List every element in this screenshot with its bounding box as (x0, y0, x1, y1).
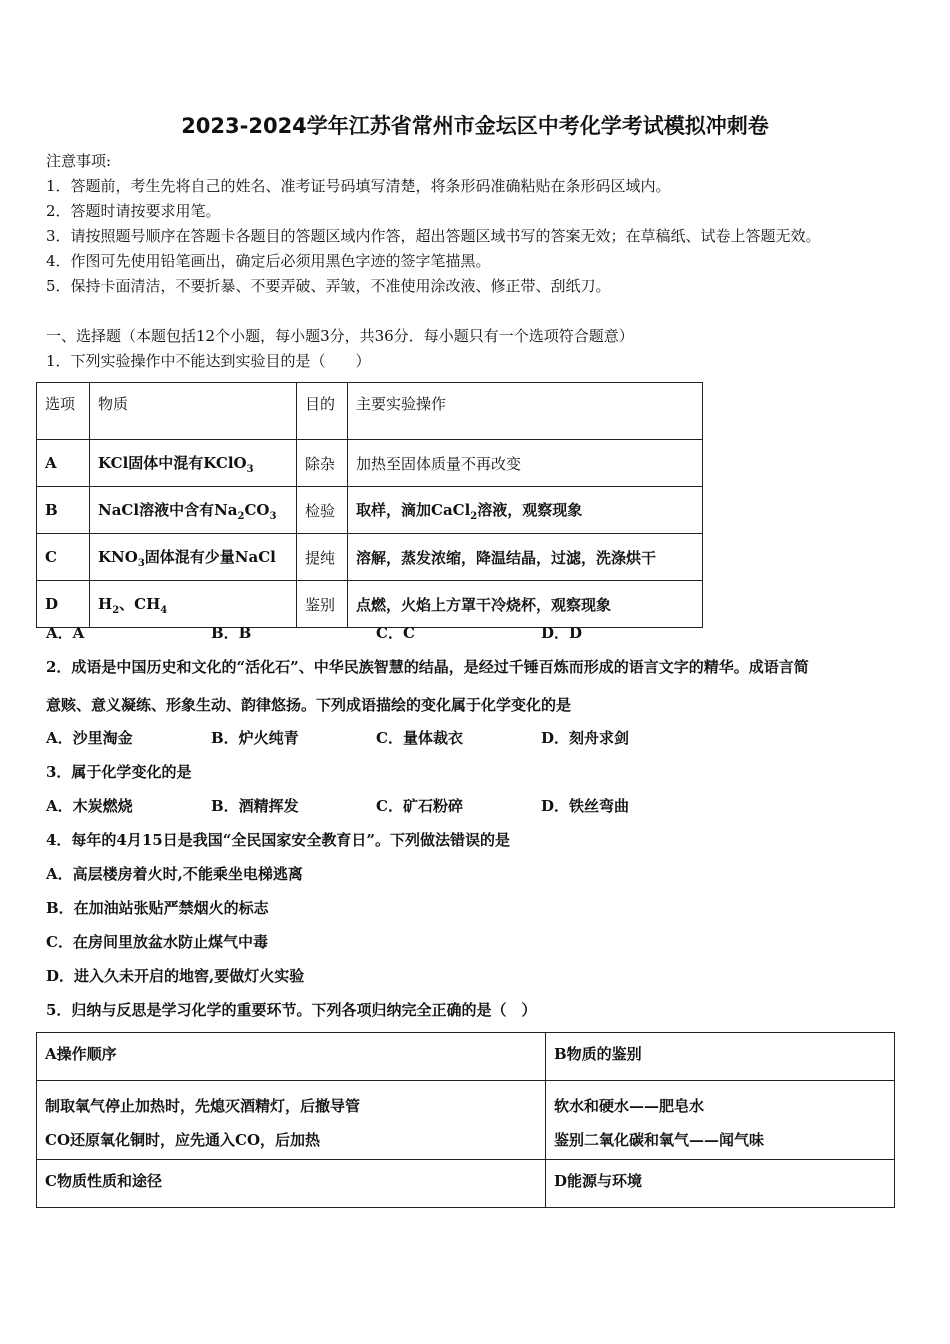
q3-options (46, 796, 706, 816)
answer-option[interactable]: B．炉火纯青 (211, 729, 299, 747)
answer-option[interactable]: D．铁丝弯曲 (541, 797, 630, 815)
operation-cell: 溶解，蒸发浓缩，降温结晶，过滤，洗涤烘干 (348, 534, 703, 581)
option-cell: D (37, 581, 90, 628)
option-cell: C (37, 534, 90, 581)
answer-option[interactable]: D．进入久未开启的地窖,要做灯火实验 (46, 967, 305, 985)
cell-b-body (546, 1081, 895, 1160)
table-header-cell: 主要实验操作 (348, 383, 703, 440)
table-row (37, 581, 703, 628)
q2-stem: 2．成语是中国历史和文化的“活化石”、中华民族智慧的结晶，是经过千锤百炼而形成的语言文字的精华。成语言简 (46, 658, 809, 676)
answer-option[interactable]: C．量体裁衣 (376, 729, 463, 747)
answer-option[interactable]: A．木炭燃烧 (46, 797, 133, 815)
cell-a-heading: A操作顺序 (37, 1033, 546, 1081)
cell-line: 制取氧气停止加热时，先熄灭酒精灯，后撤导管 (45, 1097, 361, 1115)
notes-item: 5．保持卡面清洁，不要折暴、不要弄破、弄皱，不准使用涂改液、修正带、刮纸刀。 (46, 277, 611, 295)
page-title: 2023-2024学年江苏省常州市金坛区中考化学考试模拟冲刺卷 (181, 114, 769, 138)
cell-c-heading: C物质性质和途径 (37, 1160, 546, 1208)
cell-line: 鉴别二氧化碳和氧气——闻气味 (554, 1131, 765, 1149)
q5-stem: 5．归纳与反思是学习化学的重要环节。下列各项归纳完全正确的是（ ） (46, 1001, 537, 1019)
answer-option[interactable]: B．B (211, 624, 252, 642)
q1-stem: 1．下列实验操作中不能达到实验目的是（ ） (46, 352, 371, 370)
table-row (37, 534, 703, 581)
option-cell: A (37, 440, 90, 487)
cell-b-heading: B物质的鉴别 (546, 1033, 895, 1081)
section-heading: 一、选择题（本题包括12个小题，每小题3分，共36分．每小题只有一个选项符合题意） (46, 327, 634, 345)
q1-table (36, 382, 703, 628)
answer-option[interactable]: B．酒精挥发 (211, 797, 299, 815)
answer-option[interactable]: D．刻舟求剑 (541, 729, 630, 747)
answer-option[interactable]: A．高层楼房着火时,不能乘坐电梯逃离 (46, 865, 303, 883)
substance-cell: $KNO_3$固体混有少量NaCl (90, 534, 297, 581)
substance-cell: KCl固体中混有KClO$_3$ (90, 440, 297, 487)
cell-d-heading: D能源与环境 (546, 1160, 895, 1208)
notes-item: 3．请按照题号顺序在答题卡各题目的答题区域内作答，超出答题区域书写的答案无效；在草稿纸、试卷上答题无效。 (46, 227, 821, 245)
q5-table (36, 1032, 895, 1208)
q1-options (46, 623, 706, 643)
substance-cell: NaCl溶液中含有$Na_2CO_3$ (90, 487, 297, 534)
table-row (37, 1081, 895, 1160)
answer-option[interactable]: B．在加油站张贴严禁烟火的标志 (46, 899, 269, 917)
goal-cell: 提纯 (297, 534, 348, 581)
notes-item: 1．答题前，考生先将自己的姓名、准考证号码填写清楚，将条形码准确粘贴在条形码区域内。 (46, 177, 671, 195)
notes-item: 2．答题时请按要求用笔。 (46, 202, 221, 220)
q2-stem-cont: 意赅、意义凝练、形象生动、韵律悠扬。下列成语描绘的变化属于化学变化的是 (46, 696, 572, 714)
option-cell: B (37, 487, 90, 534)
answer-option[interactable]: A．A (46, 624, 85, 642)
table-row (37, 1160, 895, 1208)
table-header-cell: 物质 (90, 383, 297, 440)
table-header-cell: 选项 (37, 383, 90, 440)
goal-cell: 除杂 (297, 440, 348, 487)
answer-option[interactable]: C．矿石粉碎 (376, 797, 463, 815)
goal-cell: 检验 (297, 487, 348, 534)
answer-option[interactable]: D．D (541, 624, 583, 642)
cell-line: CO还原氧化铜时，应先通入CO，后加热 (45, 1131, 321, 1149)
answer-option[interactable]: C．C (376, 624, 415, 642)
table-row (37, 1033, 895, 1081)
cell-line: 软水和硬水——肥皂水 (554, 1097, 705, 1115)
q2-options (46, 728, 706, 748)
operation-cell: 取样，滴加CaCl$_2$溶液，观察现象 (348, 487, 703, 534)
operation-cell: 点燃，火焰上方罩干冷烧杯，观察现象 (348, 581, 703, 628)
table-header-row (37, 383, 703, 440)
cell-a-body (37, 1081, 546, 1160)
notes-item: 4．作图可先使用铅笔画出，确定后必须用黑色字迹的签字笔描黑。 (46, 252, 491, 270)
operation-cell: 加热至固体质量不再改变 (348, 440, 703, 487)
table-header-cell: 目的 (297, 383, 348, 440)
table-row (37, 487, 703, 534)
goal-cell: 鉴别 (297, 581, 348, 628)
q4-stem: 4．每年的4月15日是我国“全民国家安全教育日”。下列做法错误的是 (46, 831, 511, 849)
answer-option[interactable]: A．沙里淘金 (46, 729, 133, 747)
answer-option[interactable]: C．在房间里放盆水防止煤气中毒 (46, 933, 268, 951)
notes-heading: 注意事项: (46, 152, 112, 170)
substance-cell: $H_2$、$CH_4$ (90, 581, 297, 628)
table-row (37, 440, 703, 487)
q3-stem: 3．属于化学变化的是 (46, 763, 192, 781)
